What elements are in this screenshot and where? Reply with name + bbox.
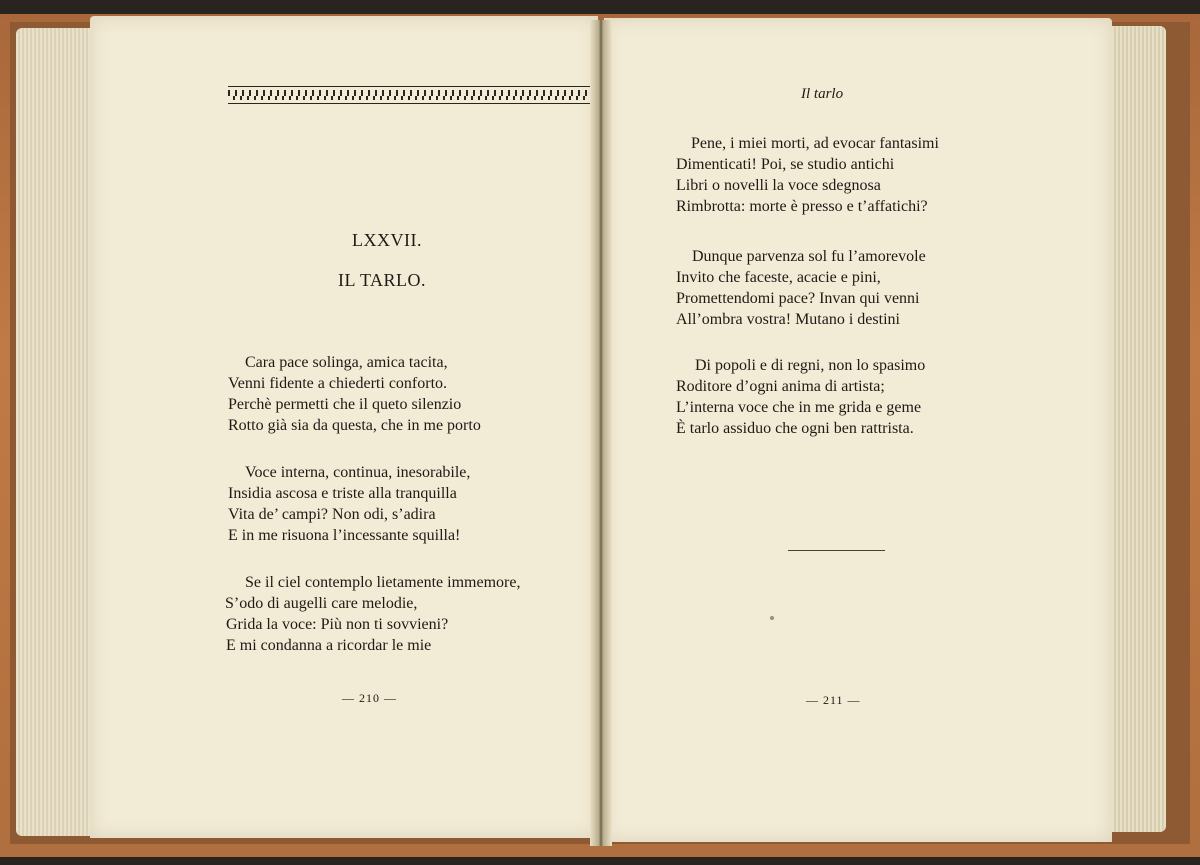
verse-line: Grida la voce: Più non ti sovvieni? (226, 616, 449, 633)
verse-line: Venni fidente a chiederti conforto. (228, 375, 448, 392)
verse-line: S’odo di augelli care melodie, (225, 595, 418, 612)
book-gutter (590, 20, 612, 846)
verse-line: Invito che faceste, acacie e pini, (676, 269, 881, 286)
verse-line: Voce interna, continua, inesorabile, (245, 464, 471, 481)
running-head: Il tarlo (801, 86, 844, 102)
verse-line: Cara pace solinga, amica tacita, (245, 354, 448, 371)
verse-line: Rimbrotta: morte è presso e t’affatichi? (676, 198, 928, 215)
verse-line: Libri o novelli la voce sdegnosa (676, 177, 881, 194)
verse-line: All’ombra vostra! Mutano i destini (676, 311, 900, 328)
poem-title: IL TARLO. (338, 270, 427, 290)
paper-speck (770, 616, 774, 620)
poem-number: LXXVII. (352, 230, 422, 250)
closing-rule (788, 550, 885, 551)
verse-line: E in me risuona l’incessante squilla! (228, 527, 461, 544)
verse-line: Dimenticati! Poi, se studio antichi (676, 156, 895, 173)
verse-line: Perchè permetti che il queto silenzio (228, 396, 462, 413)
verse-line: Insidia ascosa e triste alla tranquilla (228, 485, 457, 502)
verse-line: Dunque parvenza sol fu l’amorevole (692, 248, 926, 265)
verse-line: L’interna voce che in me grida e geme (676, 399, 922, 416)
verse-line: È tarlo assiduo che ogni ben rattrista. (676, 420, 914, 437)
page-number: — 211 — (806, 693, 861, 707)
verse-line: Vita de’ campi? Non odi, s’adira (228, 506, 436, 523)
verse-line: Rotto già sia da questa, che in me porto (228, 417, 481, 434)
right-page (604, 18, 1112, 842)
verse-line: Roditore d’ogni anima di artista; (676, 378, 885, 395)
verse-line: Se il ciel contemplo lietamente immemore, (245, 574, 521, 591)
verse-line: E mi condanna a ricordar le mie (226, 637, 432, 654)
verse-line: Pene, i miei morti, ad evocar fantasimi (691, 135, 939, 152)
verse-line: Di popoli e di regni, non lo spasimo (695, 357, 926, 374)
left-page (90, 16, 598, 838)
page-number: — 210 — (342, 691, 397, 705)
verse-line: Promettendomi pace? Invan qui venni (676, 290, 920, 307)
ornamental-header-band (228, 86, 633, 104)
